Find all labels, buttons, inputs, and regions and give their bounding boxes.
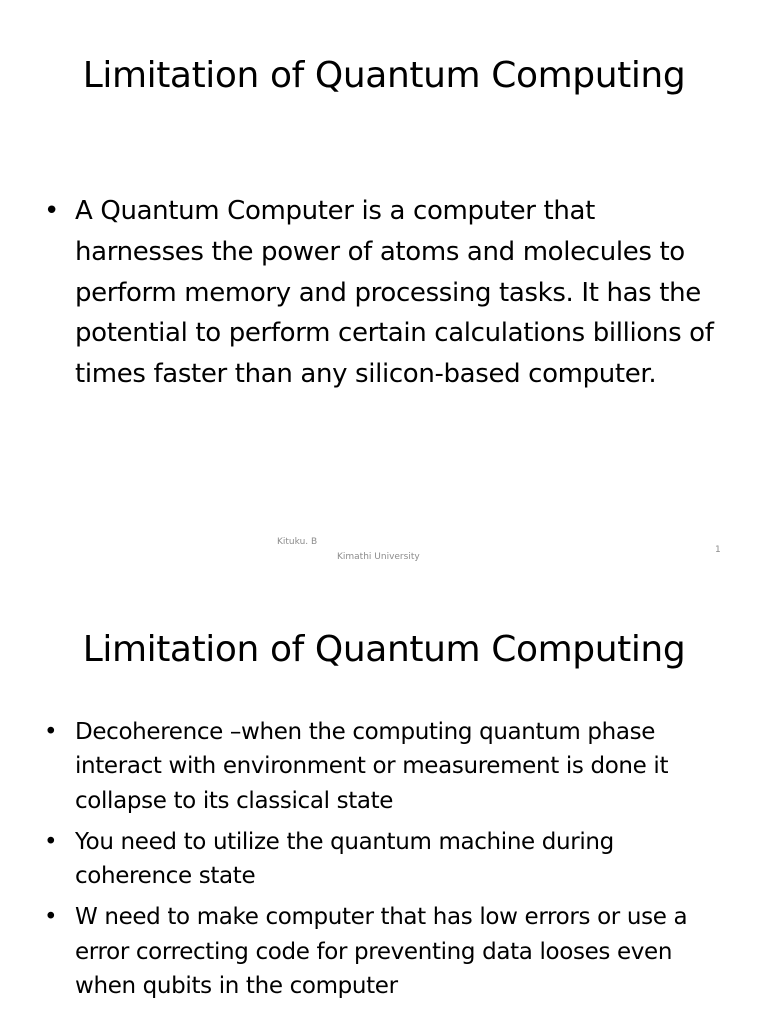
bullet-item [44,191,728,395]
bullet-item [44,825,728,894]
footer-university: Kimathi University [337,552,420,562]
bullet-item [44,715,728,818]
bullet-icon: • [44,904,58,931]
slide-page-number: 1 [715,545,721,555]
bullet-list [44,715,728,1010]
bullet-item [44,900,728,1003]
bullet-icon: • [44,828,58,855]
bullet-text: You need to utilize the quantum machine during coherence state [75,828,614,890]
bullet-text: Decoherence –when the computing quantum phase interact with environment or measurement is done it collapse to its classical state [75,719,669,814]
bullet-text: W need to make computer that has low errors or use a error correcting code for preventing data looses even when qubits in the computer [75,904,688,1000]
bullet-text: A Quantum Computer is a computer that harnesses the power of atoms and molecules to perform memory and processing tasks. It has the potential to perform certain calculations billions of times faster than any silicon-based computer. [75,196,714,390]
bullet-list [44,191,728,395]
slide-title: Limitation of Quantum Computing [82,55,686,96]
bullet-icon: • [44,196,59,226]
footer-author: Kituku. B [277,537,318,547]
slide-2 [0,576,768,1024]
bullet-icon: • [44,719,58,745]
slide-title: Limitation of Quantum Computing [82,629,686,670]
